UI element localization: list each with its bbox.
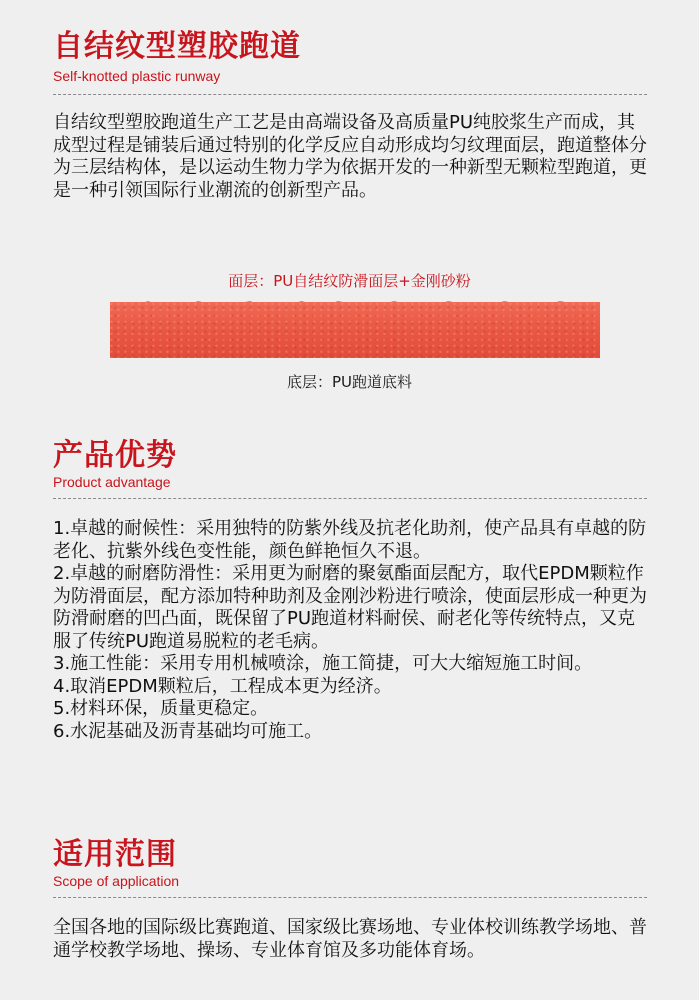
scope-description: [53, 917, 653, 962]
section-title-scope: 适用范围: [53, 837, 177, 872]
runway-description-text: 自结纹型塑胶跑道生产工艺是由高端设备及高质量PU纯胶浆生产而成，其成型过程是铺装后通过特别的化学反应自动形成均匀纹理面层，跑道整体分为三层结构体，是以运动生物力学为依据开发的一种新型无颗粒型跑道，更是一种引领国际行业潮流的创新型产品。: [53, 112, 647, 201]
section-subtitle-scope: Scope of application: [53, 873, 180, 889]
section-divider: [53, 94, 647, 95]
advantage-item: 1.卓越的耐候性：采用独特的防紫外线及抗老化助剂，使产品具有卓越的防老化、抗紫外线色变性能，颜色鲜艳恒久不退。: [53, 518, 647, 562]
section-title-runway: 自结纹型塑胶跑道: [53, 29, 301, 64]
section-divider: [53, 897, 647, 898]
surface-layer-label: 面层：PU自结纹防滑面层+金刚砂粉: [228, 272, 471, 290]
section-title-advantage: 产品优势: [53, 438, 177, 473]
advantage-item: 5.材料环保，质量更稳定。: [53, 698, 269, 719]
advantage-item: 3.施工性能：采用专用机械喷涂，施工简捷，可大大缩短施工时间。: [53, 653, 593, 674]
runway-layer-sample: [110, 302, 600, 358]
section-subtitle-advantage: Product advantage: [53, 474, 171, 490]
section-subtitle-runway: Self-knotted plastic runway: [53, 68, 221, 84]
scope-description-text: 全国各地的国际级比赛跑道、国家级比赛场地、专业体校训练教学场地、普通学校教学场地、操场、专业体育馆及多功能体育场。: [53, 917, 647, 961]
section-divider: [53, 498, 647, 499]
advantage-item: 2.卓越的耐磨防滑性：采用更为耐磨的聚氨酯面层配方，取代EPDM颗粒作为防滑面层，配方添加特种助剂及金刚沙粉进行喷涂，使面层形成一种更为防滑耐磨的凹凸面，既保留了PU跑道材料耐侯、耐老化等传统特点，又克服了传统PU跑道易脱粒的老毛病。: [53, 563, 647, 652]
base-layer-label: 底层：PU跑道底料: [286, 373, 413, 391]
advantage-list: [53, 518, 653, 743]
sample-grain-texture: [110, 302, 600, 358]
advantage-item: 6.水泥基础及沥青基础均可施工。: [53, 720, 323, 742]
runway-description: [53, 112, 653, 202]
advantage-item: 4.取消EPDM颗粒后，工程成本更为经济。: [53, 675, 392, 697]
